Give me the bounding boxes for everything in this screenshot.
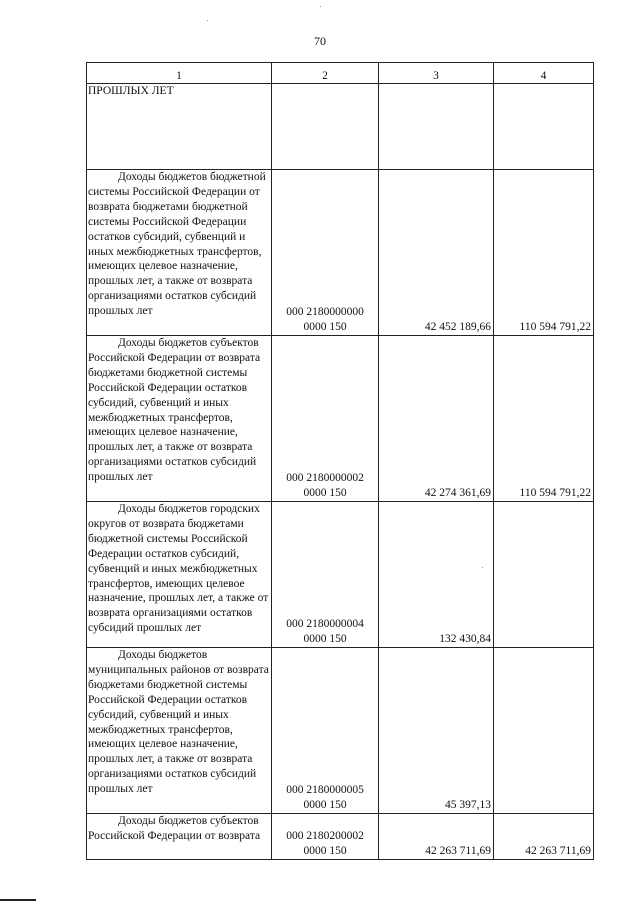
column-header-1: 1	[87, 63, 272, 84]
table-row	[87, 170, 594, 336]
row-description-text: Доходы бюджетов городских округов от возврата бюджетами бюджетной системы Российской Федерации остатков субсидий, субвенций и иных межбюджетных трансфертов, имеющих целевое назначение, прошлых лет, а также от возврата организациями остатков субсидий прошлых лет	[88, 503, 269, 635]
row-description	[87, 502, 272, 648]
page-number: 70	[314, 34, 326, 48]
table-row	[87, 84, 594, 170]
row-value-col3: 42 452 189,66	[379, 170, 494, 336]
row-code-line1: 000 2180000000	[286, 306, 364, 319]
row-value-col4: 110 594 791,22	[494, 170, 594, 336]
scan-edge-mark	[0, 899, 36, 901]
row-code	[272, 84, 379, 170]
row-description-text: Доходы бюджетов субъектов Российской Федерации от возврата бюджетами бюджетной системы Российской Федерации остатков субсидий, субвенций и иных межбюджетных трансфертов, имеющих целевое назначение, прошлых лет, а также от возврата организациями остатков субсидий прошлых лет	[88, 337, 261, 484]
scan-speck	[207, 20, 208, 21]
table-row	[87, 814, 594, 860]
table-row	[87, 336, 594, 502]
row-description-text: Доходы бюджетов субъектов Российской Федерации от возврата	[88, 815, 261, 842]
row-code-line2: 0000 150	[303, 845, 347, 858]
row-value-col3: 132 430,84	[379, 502, 494, 648]
row-description-text: Доходы бюджетов бюджетной системы Российской Федерации от возврата бюджетами бюджетной системы Российской Федерации остатков субсидий, субвенций и иных межбюджетных трансфертов, имеющих целевое назначение, прошлых лет, а также от возврата организациями остатков субсидий прошлых лет	[88, 171, 266, 318]
row-code-line1: 000 2180200002	[286, 830, 364, 843]
row-code	[272, 502, 379, 648]
row-code-line2: 0000 150	[303, 321, 347, 334]
row-code-line2: 0000 150	[303, 487, 347, 500]
table-row	[87, 502, 594, 648]
row-description	[87, 170, 272, 336]
row-value-col4: 42 263 711,69	[494, 814, 594, 860]
row-value-col4	[494, 502, 594, 648]
row-description	[87, 336, 272, 502]
budget-revenue-table	[86, 62, 594, 860]
column-header-4: 4	[494, 63, 594, 84]
row-value-col3: 45 397,13	[379, 648, 494, 814]
row-code	[272, 170, 379, 336]
row-code-line1: 000 2180000005	[286, 784, 364, 797]
row-code-line2: 0000 150	[303, 799, 347, 812]
column-header-2: 2	[272, 63, 379, 84]
row-value-col3	[379, 84, 494, 170]
scan-speck	[320, 6, 321, 7]
row-description-text: Доходы бюджетов муниципальных районов от возврата бюджетами бюджетной системы Российской Федерации остатков субсидий, субвенций и иных межбюджетных трансфертов, имеющих целевое назначение, прошлых лет, а также от возврата организациями остатков субсидий прошлых лет	[88, 649, 269, 796]
row-description-text: ПРОШЛЫХ ЛЕТ	[88, 85, 174, 97]
row-code-line1: 000 2180000004	[286, 618, 364, 631]
row-description	[87, 814, 272, 860]
row-description	[87, 648, 272, 814]
row-code	[272, 336, 379, 502]
row-value-col3: 42 274 361,69	[379, 336, 494, 502]
row-value-col3: 42 263 711,69	[379, 814, 494, 860]
scan-speck	[482, 567, 483, 568]
row-value-col4	[494, 84, 594, 170]
row-code-line1: 000 2180000002	[286, 472, 364, 485]
row-code-line2: 0000 150	[303, 633, 347, 646]
table-row	[87, 648, 594, 814]
row-description	[87, 84, 272, 170]
row-code	[272, 648, 379, 814]
column-header-3: 3	[379, 63, 494, 84]
row-code	[272, 814, 379, 860]
table-header-row	[87, 63, 594, 84]
row-value-col4: 110 594 791,22	[494, 336, 594, 502]
row-value-col4	[494, 648, 594, 814]
